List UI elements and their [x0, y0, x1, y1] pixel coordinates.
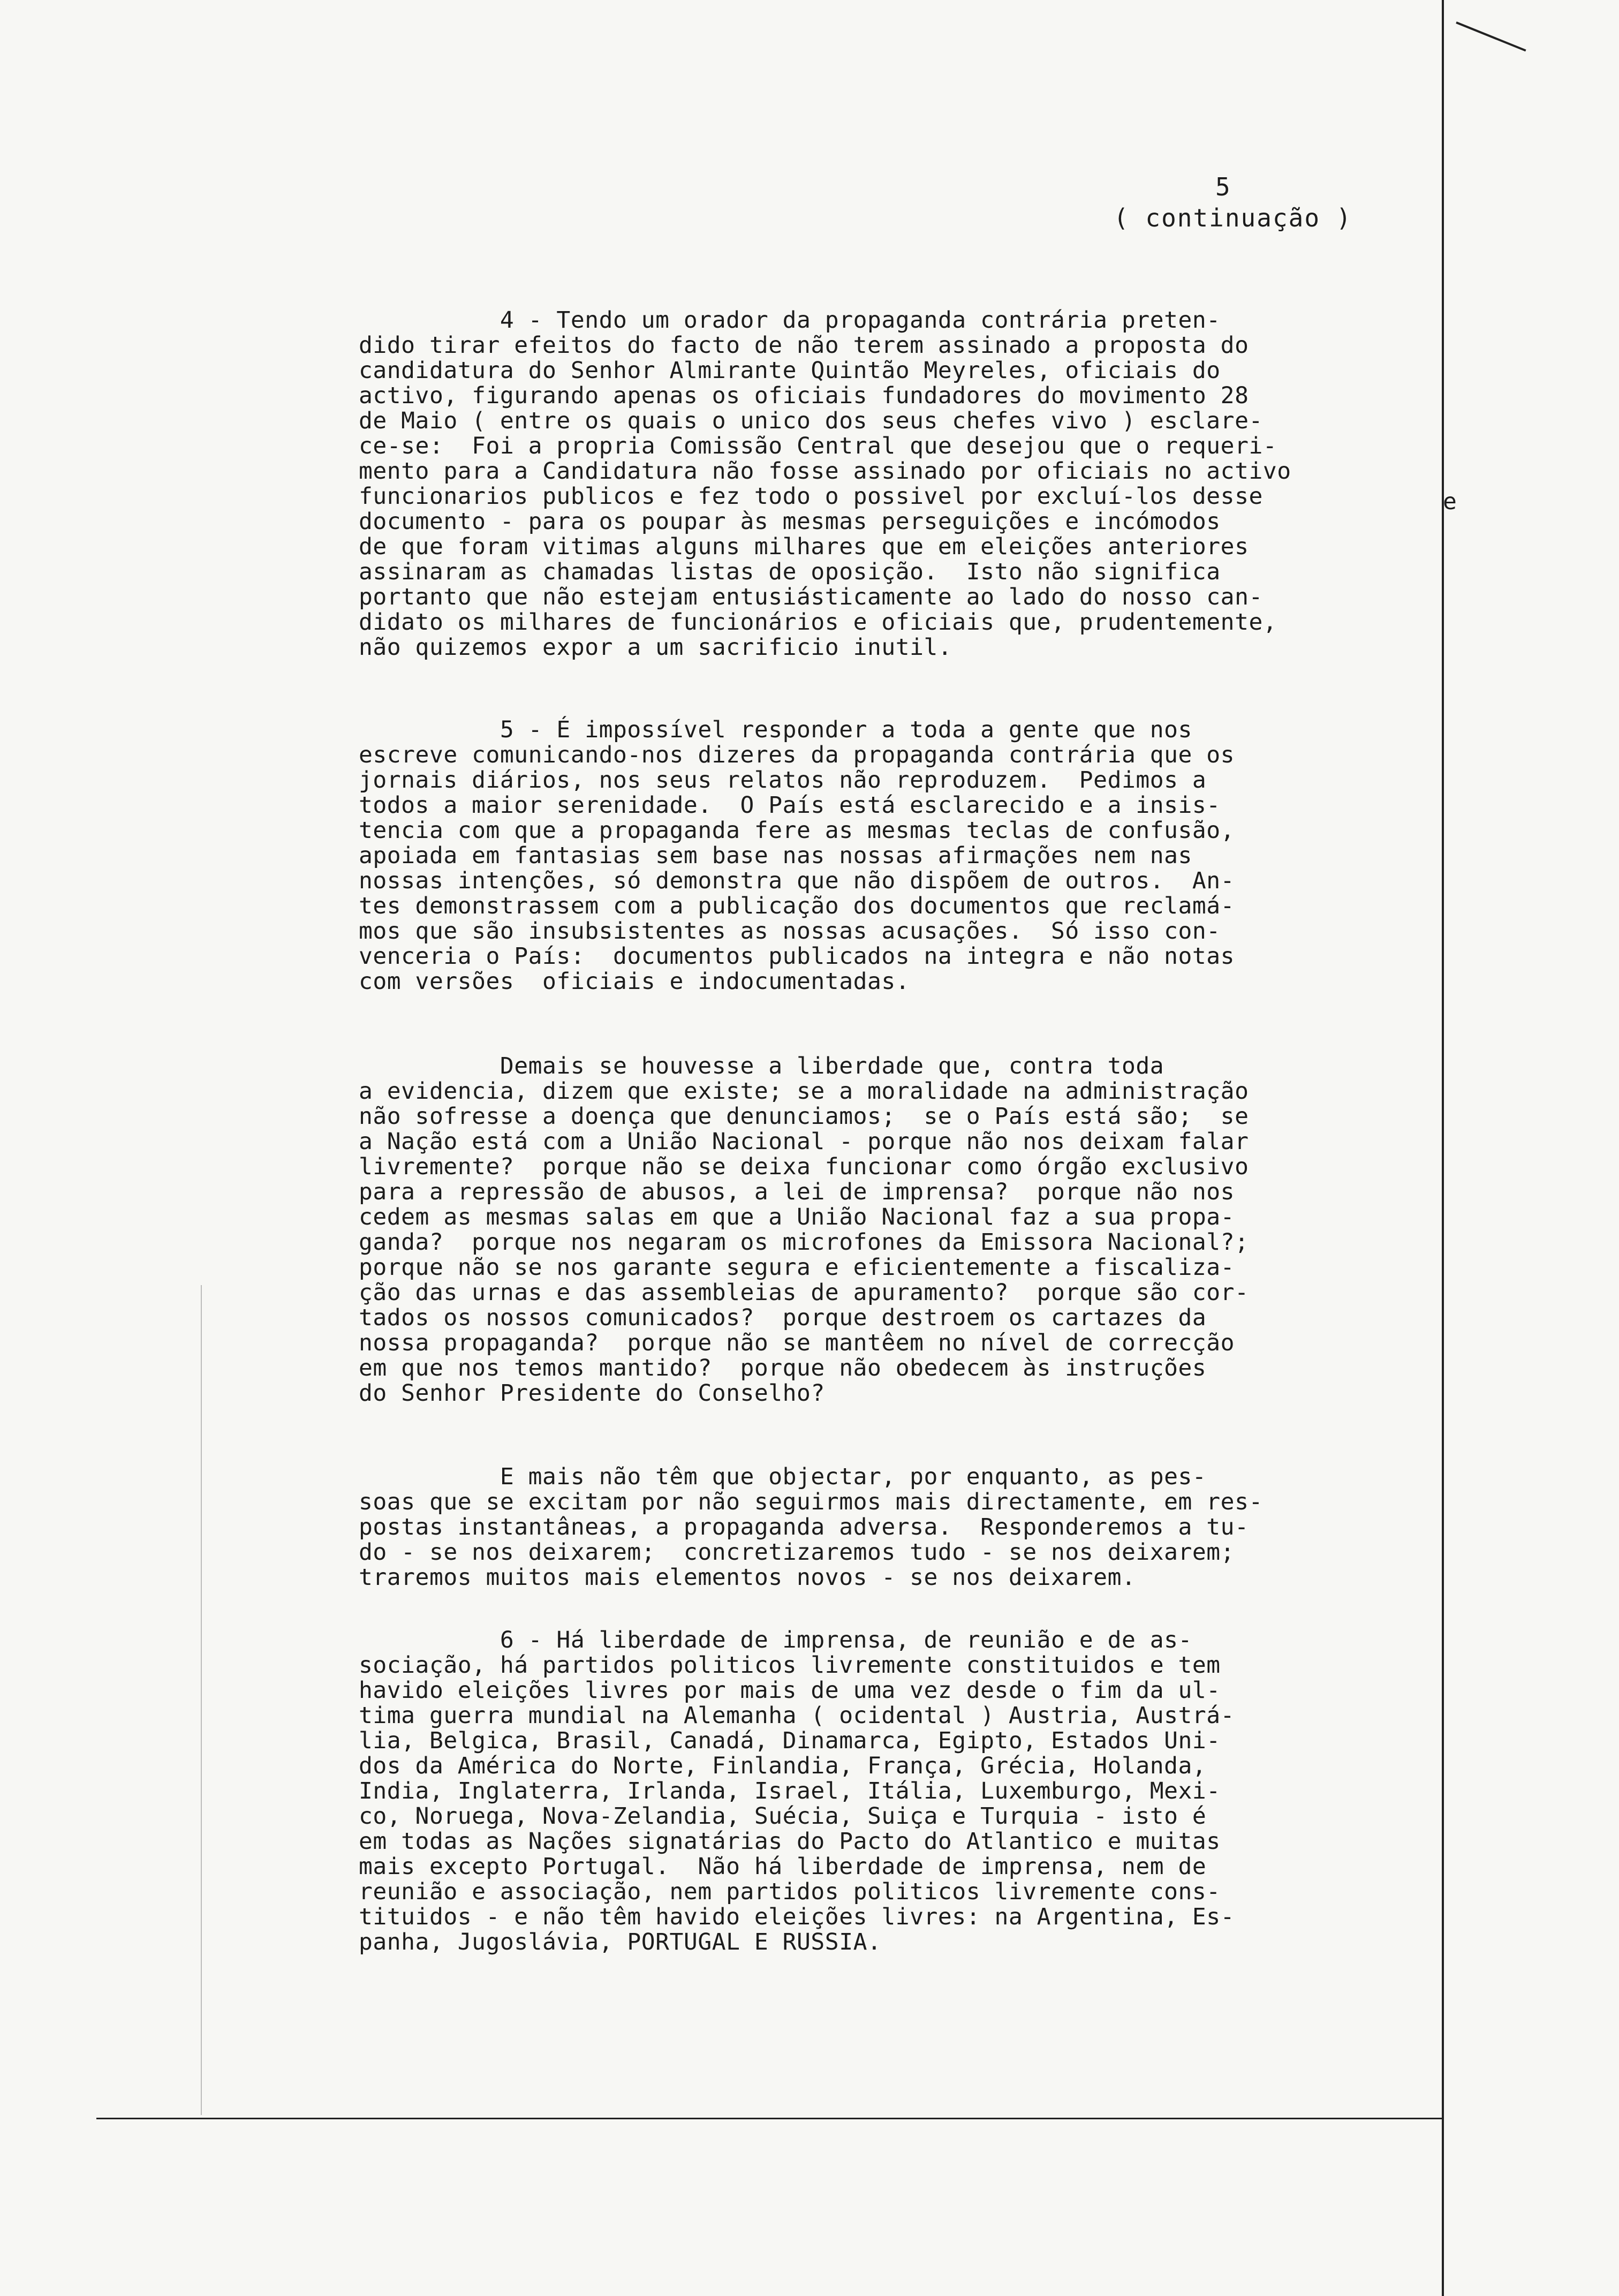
text-line: traremos muitos mais elementos novos - se nos deixarem. [359, 1564, 1136, 1591]
text-line: cedem as mesmas salas em que a União Nacional faz a sua propa- [359, 1204, 1235, 1230]
text-line: de que foram vitimas alguns milhares que em eleições anteriores [359, 533, 1249, 560]
text-line: 4 - Tendo um orador da propaganda contrária preten- [359, 307, 1221, 334]
text-line: para a repressão de abusos, a lei de imprensa? porque não nos [359, 1179, 1235, 1205]
text-line: postas instantâneas, a propaganda adversa. Responderemos a tu- [359, 1514, 1249, 1540]
text-line: dos da América do Norte, Finlandia, França, Grécia, Holanda, [359, 1753, 1207, 1779]
text-line: ce-se: Foi a propria Comissão Central que desejou que o requeri- [359, 433, 1277, 459]
text-line: India, Inglaterra, Irlanda, Israel, Itália, Luxemburgo, Mexi- [359, 1778, 1221, 1804]
text-line: mento para a Candidatura não fosse assinado por oficiais no activo [359, 458, 1291, 485]
text-line: a Nação está com a União Nacional - porque não nos deixam falar [359, 1128, 1249, 1155]
paragraph-p4 [359, 308, 1424, 660]
paragraph-p-emais [359, 1464, 1424, 1590]
text-line: havido eleições livres por mais de uma vez desde o fim da ul- [359, 1677, 1221, 1704]
text-line: lia, Belgica, Brasil, Canadá, Dinamarca, Egipto, Estados Uni- [359, 1727, 1221, 1754]
text-line: ganda? porque nos negaram os microfones da Emissora Nacional?; [359, 1229, 1249, 1256]
text-line: didato os milhares de funcionários e oficiais que, prudentemente, [359, 609, 1277, 636]
text-line: do - se nos deixarem; concretizaremos tudo - se nos deixarem; [359, 1539, 1235, 1566]
text-line: escreve comunicando-nos dizeres da propaganda contrária que os [359, 742, 1235, 768]
text-line: dido tirar efeitos do facto de não terem assinado a proposta do [359, 332, 1249, 359]
text-line: soas que se excitam por não seguirmos mais directamente, em res- [359, 1489, 1263, 1515]
text-line: venceria o País: documentos publicados na integra e não notas [359, 943, 1235, 970]
text-line: activo, figurando apenas os oficiais fundadores do movimento 28 [359, 382, 1249, 409]
paragraph-p5 [359, 718, 1424, 994]
paragraph-p6 [359, 1628, 1424, 1955]
bottom-rule [96, 2118, 1443, 2119]
text-line: tados os nossos comunicados? porque destroem os cartazes da [359, 1304, 1207, 1331]
left-margin-rule [201, 1285, 202, 2115]
corner-stroke [1456, 21, 1526, 51]
text-line: todos a maior serenidade. O País está esclarecido e a insis- [359, 792, 1221, 819]
text-line: tes demonstrassem com a publicação dos documentos que reclamá- [359, 893, 1235, 919]
text-line: nossas intenções, só demonstra que não dispõem de outros. An- [359, 867, 1235, 894]
text-line: sociação, há partidos politicos livremente constituidos e tem [359, 1652, 1221, 1679]
text-line: candidatura do Senhor Almirante Quintão Meyreles, oficiais do [359, 357, 1221, 384]
text-line: mos que são insubsistentes as nossas acusações. Só isso con- [359, 918, 1221, 945]
text-line: portanto que não estejam entusiásticamente ao lado do nosso can- [359, 584, 1263, 610]
text-line: livremente? porque não se deixa funcionar como órgão exclusivo [359, 1153, 1249, 1180]
text-line: tencia com que a propaganda fere as mesmas teclas de confusão, [359, 817, 1235, 844]
continuation-label: ( continuação ) [1114, 203, 1352, 232]
text-line: com versões oficiais e indocumentadas. [359, 968, 910, 995]
margin-note: e [1443, 488, 1457, 515]
text-line: nossa propaganda? porque não se mantêem no nível de correcção [359, 1330, 1235, 1356]
text-line: em todas as Nações signatárias do Pacto do Atlantico e muitas [359, 1828, 1221, 1855]
text-line: mais excepto Portugal. Não há liberdade de imprensa, nem de [359, 1853, 1207, 1880]
text-line: 6 - Há liberdade de imprensa, de reunião e de as- [359, 1627, 1192, 1653]
text-line: tituidos - e não têm havido eleições livres: na Argentina, Es- [359, 1904, 1235, 1930]
text-line: Demais se houvesse a liberdade que, contra toda [359, 1053, 1164, 1079]
page-number: 5 [1215, 172, 1231, 201]
text-line: 5 - É impossível responder a toda a gente que nos [359, 716, 1192, 743]
text-line: documento - para os poupar às mesmas perseguições e incómodos [359, 508, 1221, 535]
text-line: ção das urnas e das assembleias de apuramento? porque são cor- [359, 1279, 1249, 1306]
text-line: não sofresse a doença que denunciamos; se o País está são; se [359, 1103, 1249, 1130]
text-line: tima guerra mundial na Alemanha ( ocidental ) Austria, Austrá- [359, 1702, 1235, 1729]
text-line: E mais não têm que objectar, por enquanto, as pes- [359, 1463, 1207, 1490]
text-line: porque não se nos garante segura e eficientemente a fiscaliza- [359, 1254, 1235, 1281]
text-line: assinaram as chamadas listas de oposição. Isto não significa [359, 558, 1221, 585]
paragraph-p-demais [359, 1054, 1424, 1406]
text-line: panha, Jugoslávia, PORTUGAL E RUSSIA. [359, 1929, 882, 1955]
text-line: apoiada em fantasias sem base nas nossas afirmações nem nas [359, 842, 1192, 869]
text-line: a evidencia, dizem que existe; se a moralidade na administração [359, 1078, 1249, 1105]
text-line: do Senhor Presidente do Conselho? [359, 1380, 825, 1407]
text-line: não quizemos expor a um sacrificio inutil. [359, 634, 952, 661]
text-line: reunião e associação, nem partidos politicos livremente cons- [359, 1878, 1221, 1905]
text-line: de Maio ( entre os quais o unico dos seus chefes vivo ) esclare- [359, 407, 1263, 434]
text-line: em que nos temos mantido? porque não obedecem às instruções [359, 1355, 1207, 1381]
right-margin-rule [1442, 0, 1444, 2296]
text-line: jornais diários, nos seus relatos não reproduzem. Pedimos a [359, 767, 1207, 794]
text-line: funcionarios publicos e fez todo o possivel por excluí-los desse [359, 483, 1263, 510]
text-line: co, Noruega, Nova-Zelandia, Suécia, Suiça e Turquia - isto é [359, 1803, 1207, 1830]
